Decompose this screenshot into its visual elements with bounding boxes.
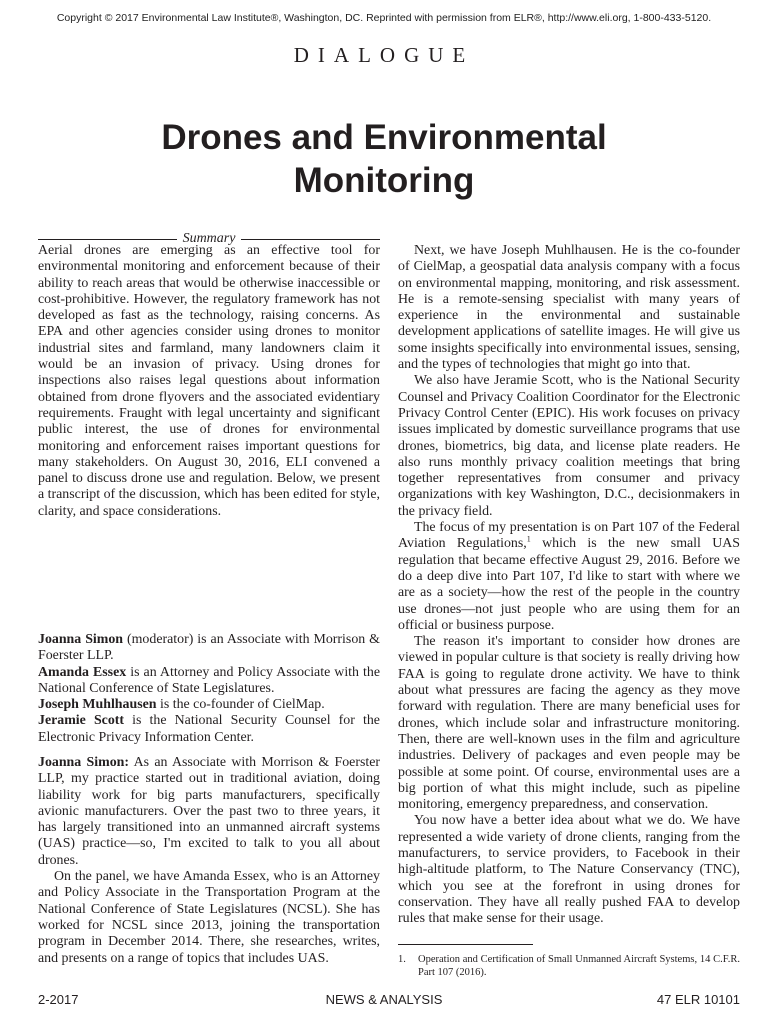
footer-citation: 47 ELR 10101 xyxy=(656,992,740,1007)
bio-name: Jeramie Scott xyxy=(38,713,125,729)
paragraph xyxy=(398,520,740,634)
paragraph: The reason it's important to consider how drones are viewed in popular culture is that society is really driving how FAA is going to regulate drone activity. We have to think about what pressures are facing the agency as they move forward with regulation. There are many beneficial uses for drones, which include solar and infrastructure monitoring. Then, there are well-known uses in the film and agriculture industries. Delivery of packages and even people may be possible at some point. Of course, environmental uses are a big portion of what this might include, such as pipeline monitoring, emergency preparedness, and conservation. xyxy=(398,634,740,813)
paragraph-text: The focus of my presentation is on Part 107 of the Federal Aviation Regulations, xyxy=(398,520,740,552)
transcript-left xyxy=(38,755,380,967)
speaker-name: Joanna Simon: xyxy=(38,755,130,770)
summary-heading-text: Summary xyxy=(182,231,236,246)
bio-name: Joseph Muhlhausen xyxy=(38,697,157,713)
paragraph: We also have Jeramie Scott, who is the National Security Counsel and Privacy Coalition Coordinator for the Electronic Privacy Control Center (EPIC). His work focuses on privacy issues implicated by domestic surveillance programs that use drones, biometrics, big data, and license plate readers. He also runs monthly privacy coalition meetings that bring together representatives from consumer and privacy organizations with key Washington, D.C., decisionmakers in the privacy field. xyxy=(398,373,740,519)
page-title xyxy=(0,116,768,202)
footnote xyxy=(398,953,740,979)
bio-name: Amanda Essex xyxy=(38,664,127,680)
divider xyxy=(38,239,177,240)
footer-section: NEWS & ANALYSIS xyxy=(325,992,443,1007)
footnote-divider xyxy=(398,944,533,945)
footnote-text: Operation and Certification of Small Unmanned Aircraft Systems, 14 C.F.R. Part 107 (2016). xyxy=(418,954,740,978)
section-label: DIALOGUE xyxy=(293,43,475,67)
divider xyxy=(241,239,380,240)
title-line: Drones and Environmental xyxy=(161,118,607,157)
footnote-ref[interactable]: 1 xyxy=(526,534,531,544)
paragraph-text: As an Associate with Morrison & Foerster LLP, my practice started out in traditional aviation, doing liability work for big parts manufacturers, specifically avionic manufacturers. Over the past two to three years, it has largely transitioned into an unmanned aircraft systems (UAS) practice—so, I'm excited to talk to you all about drones. xyxy=(38,755,380,868)
bio xyxy=(38,665,380,698)
bio-text: is an Attorney and Policy Associate with the National Conference of State Legislatures. xyxy=(38,664,380,696)
bio xyxy=(38,713,380,746)
paragraph: Next, we have Joseph Muhlhausen. He is the co-founder of CielMap, a geospatial data analysis company with a focus on environmental mapping, monitoring, and risk assessment. He is a remote-sensing specialist with many years of experience in the environmental and sustainable development applications of satellite images. He will give us some insights specifically into environmental issues, sensing, and the types of technologies that might go into that. xyxy=(398,243,740,373)
bio-name: Joanna Simon xyxy=(38,632,124,647)
bio-text: is the co-founder of CielMap. xyxy=(156,697,325,713)
copyright-notice: Copyright © 2017 Environmental Law Institute®, Washington, DC. Reprinted with permission from ELR®, http://www.eli.org, 1-800-433-5120. xyxy=(56,12,712,24)
bio xyxy=(38,632,380,665)
summary xyxy=(38,243,380,520)
panelist-bios xyxy=(38,632,380,746)
paragraph: On the panel, we have Amanda Essex, who is an Attorney and Policy Associate in the Transportation Program at the National Conference of State Legislatures (NCSL). She has worked for NCSL since 2013, joining the transportation program in December 2014. There, she researches, writes, and presents on a range of topics that includes UAS. xyxy=(38,869,380,966)
transcript-right xyxy=(398,243,740,927)
bio xyxy=(38,697,380,713)
title-line: Monitoring xyxy=(293,161,475,200)
footnote-number: 1. xyxy=(398,954,406,965)
footer-date: 2-2017 xyxy=(38,992,79,1007)
bio-text: (moderator) is an Associate with Morrison & Foerster LLP. xyxy=(38,632,380,664)
paragraph xyxy=(38,755,380,869)
paragraph-text: which is the new small UAS regulation that became effective August 29, 2016. Before we do a deep dive into Part 107, I'd like to start with where we are as a society—how the rest of the people in the country use drones—not just people who are using them for an official or business purpose. xyxy=(398,536,741,633)
paragraph: You now have a better idea about what we do. We have represented a wide variety of drone clients, ranging from the manufacturers, to service providers, to Facebook in their high-altitude platform, to The Nature Conservancy (TNC), which you see at the forefront in using drones for conservation. They have all really pushed FAA to develop rules that make sense for their usage. xyxy=(398,813,740,927)
bio-text: is the National Security Counsel for the Electronic Privacy Information Center. xyxy=(38,713,380,745)
summary-text: Aerial drones are emerging as an effective tool for environmental monitoring and enforcement because of their ability to reach areas that would be otherwise inaccessible or cost-prohibitive. However, the regulatory framework has not developed as fast as the technology, raising concerns. As EPA and other agencies consider using drones to monitor industrial sites and farmland, many landowners claim it would be an invasion of privacy. Using drones for inspections also raises legal questions about information obtained from drone flyovers and the associated evidentiary requirements. Fraught with legal uncertainty and significant public interest, the use of drones for environmental monitoring and enforcement raises important questions for many stakeholders. On August 30, 2016, ELI convened a panel to discuss drone use and regulation. Below, we present a transcript of the discussion, which has been edited for style, clarity, and space considerations. xyxy=(38,243,380,519)
